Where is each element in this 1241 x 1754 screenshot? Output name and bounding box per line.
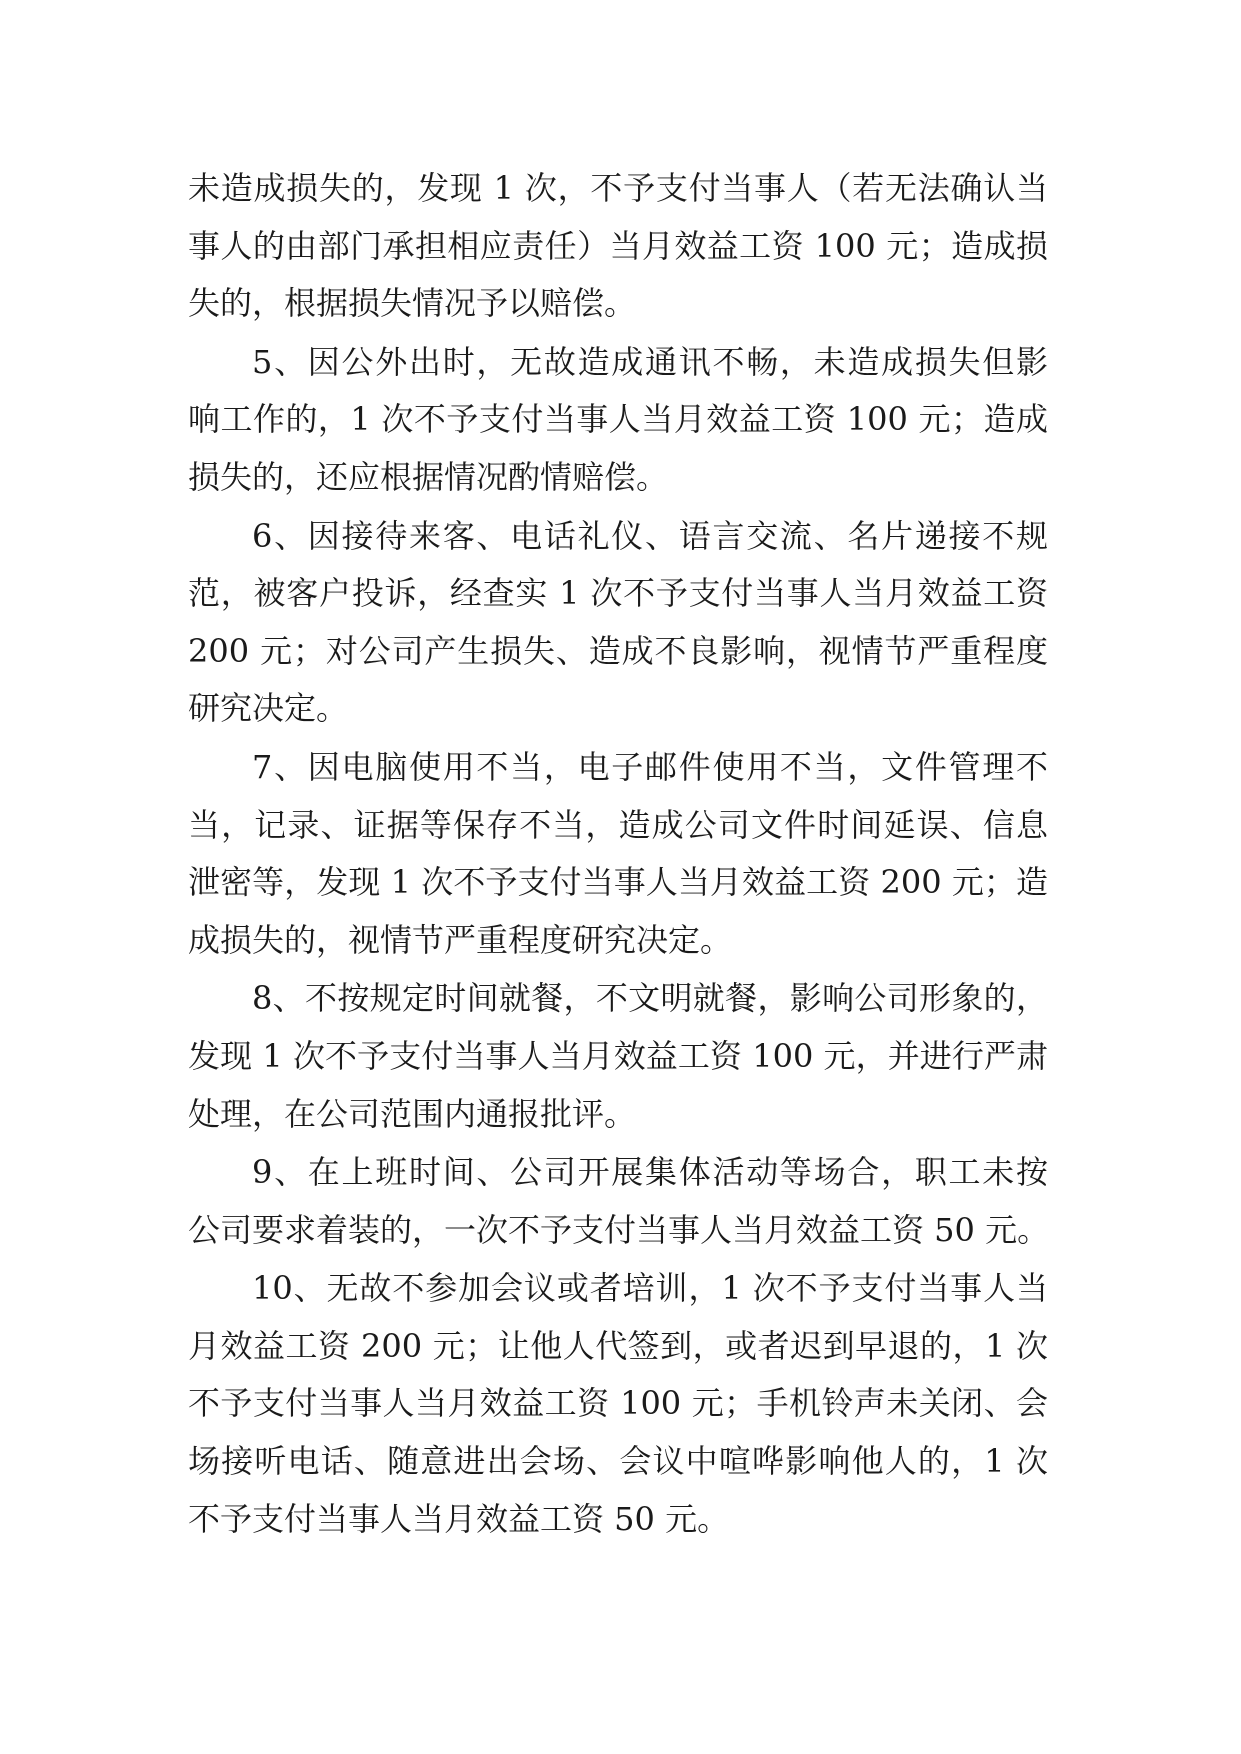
paragraph-item-6 [188,508,1048,738]
text-line: 7、因电脑使用不当，电子邮件使用不当，文件管理不 [252,747,1048,786]
text-line: 失的，根据损失情况予以赔偿。 [188,284,637,323]
text-line: 泄密等，发现 1 次不予支付当事人当月效益工资 200 元；造 [188,863,1048,902]
text-line: 响工作的，1 次不予支付当事人当月效益工资 100 元；造成 [188,400,1048,439]
text-line: 5、因公外出时，无故造成通讯不畅，未造成损失但影 [252,342,1048,381]
text-line: 8、不按规定时间就餐，不文明就餐，影响公司形象的， [252,979,1048,1018]
text-line: 处理，在公司范围内通报批评。 [188,1094,637,1133]
paragraph-item-7 [188,739,1048,969]
text-line: 不予支付当事人当月效益工资 50 元。 [188,1499,730,1538]
text-line: 损失的，还应根据情况酌情赔偿。 [188,457,669,496]
text-line: 10、无故不参加会议或者培训，1 次不予支付当事人当 [252,1269,1048,1308]
text-line: 事人的由部门承担相应责任）当月效益工资 100 元；造成损 [188,226,1048,265]
text-line: 6、因接待来客、电话礼仪、语言交流、名片递接不规 [252,516,1048,555]
text-line: 场接听电话、随意进出会场、会议中喧哗影响他人的，1 次 [188,1442,1048,1481]
paragraph-item-8 [188,970,1048,1143]
paragraph-item-5 [188,334,1048,507]
text-line: 发现 1 次不予支付当事人当月效益工资 100 元，并进行严肃 [188,1036,1048,1075]
text-line: 月效益工资 200 元；让他人代签到，或者迟到早退的，1 次 [188,1326,1048,1365]
text-line: 9、在上班时间、公司开展集体活动等场合，职工未按 [252,1153,1048,1192]
text-line: 200 元；对公司产生损失、造成不良影响，视情节严重程度 [188,631,1048,670]
paragraph-item-10 [188,1260,1048,1548]
text-line: 公司要求着装的，一次不予支付当事人当月效益工资 50 元。 [188,1210,1050,1249]
document-body [188,160,1048,1549]
paragraph-item-9 [188,1144,1048,1259]
text-line: 成损失的，视情节严重程度研究决定。 [188,920,733,959]
text-line: 未造成损失的，发现 1 次，不予支付当事人（若无法确认当 [188,169,1048,207]
paragraph-continuation [188,160,1048,333]
text-line: 不予支付当事人当月效益工资 100 元；手机铃声未关闭、会 [188,1384,1048,1423]
text-line: 当，记录、证据等保存不当，造成公司文件时间延误、信息 [188,805,1048,844]
text-line: 研究决定。 [188,689,349,728]
text-line: 范，被客户投诉，经查实 1 次不予支付当事人当月效益工资 [188,574,1048,613]
